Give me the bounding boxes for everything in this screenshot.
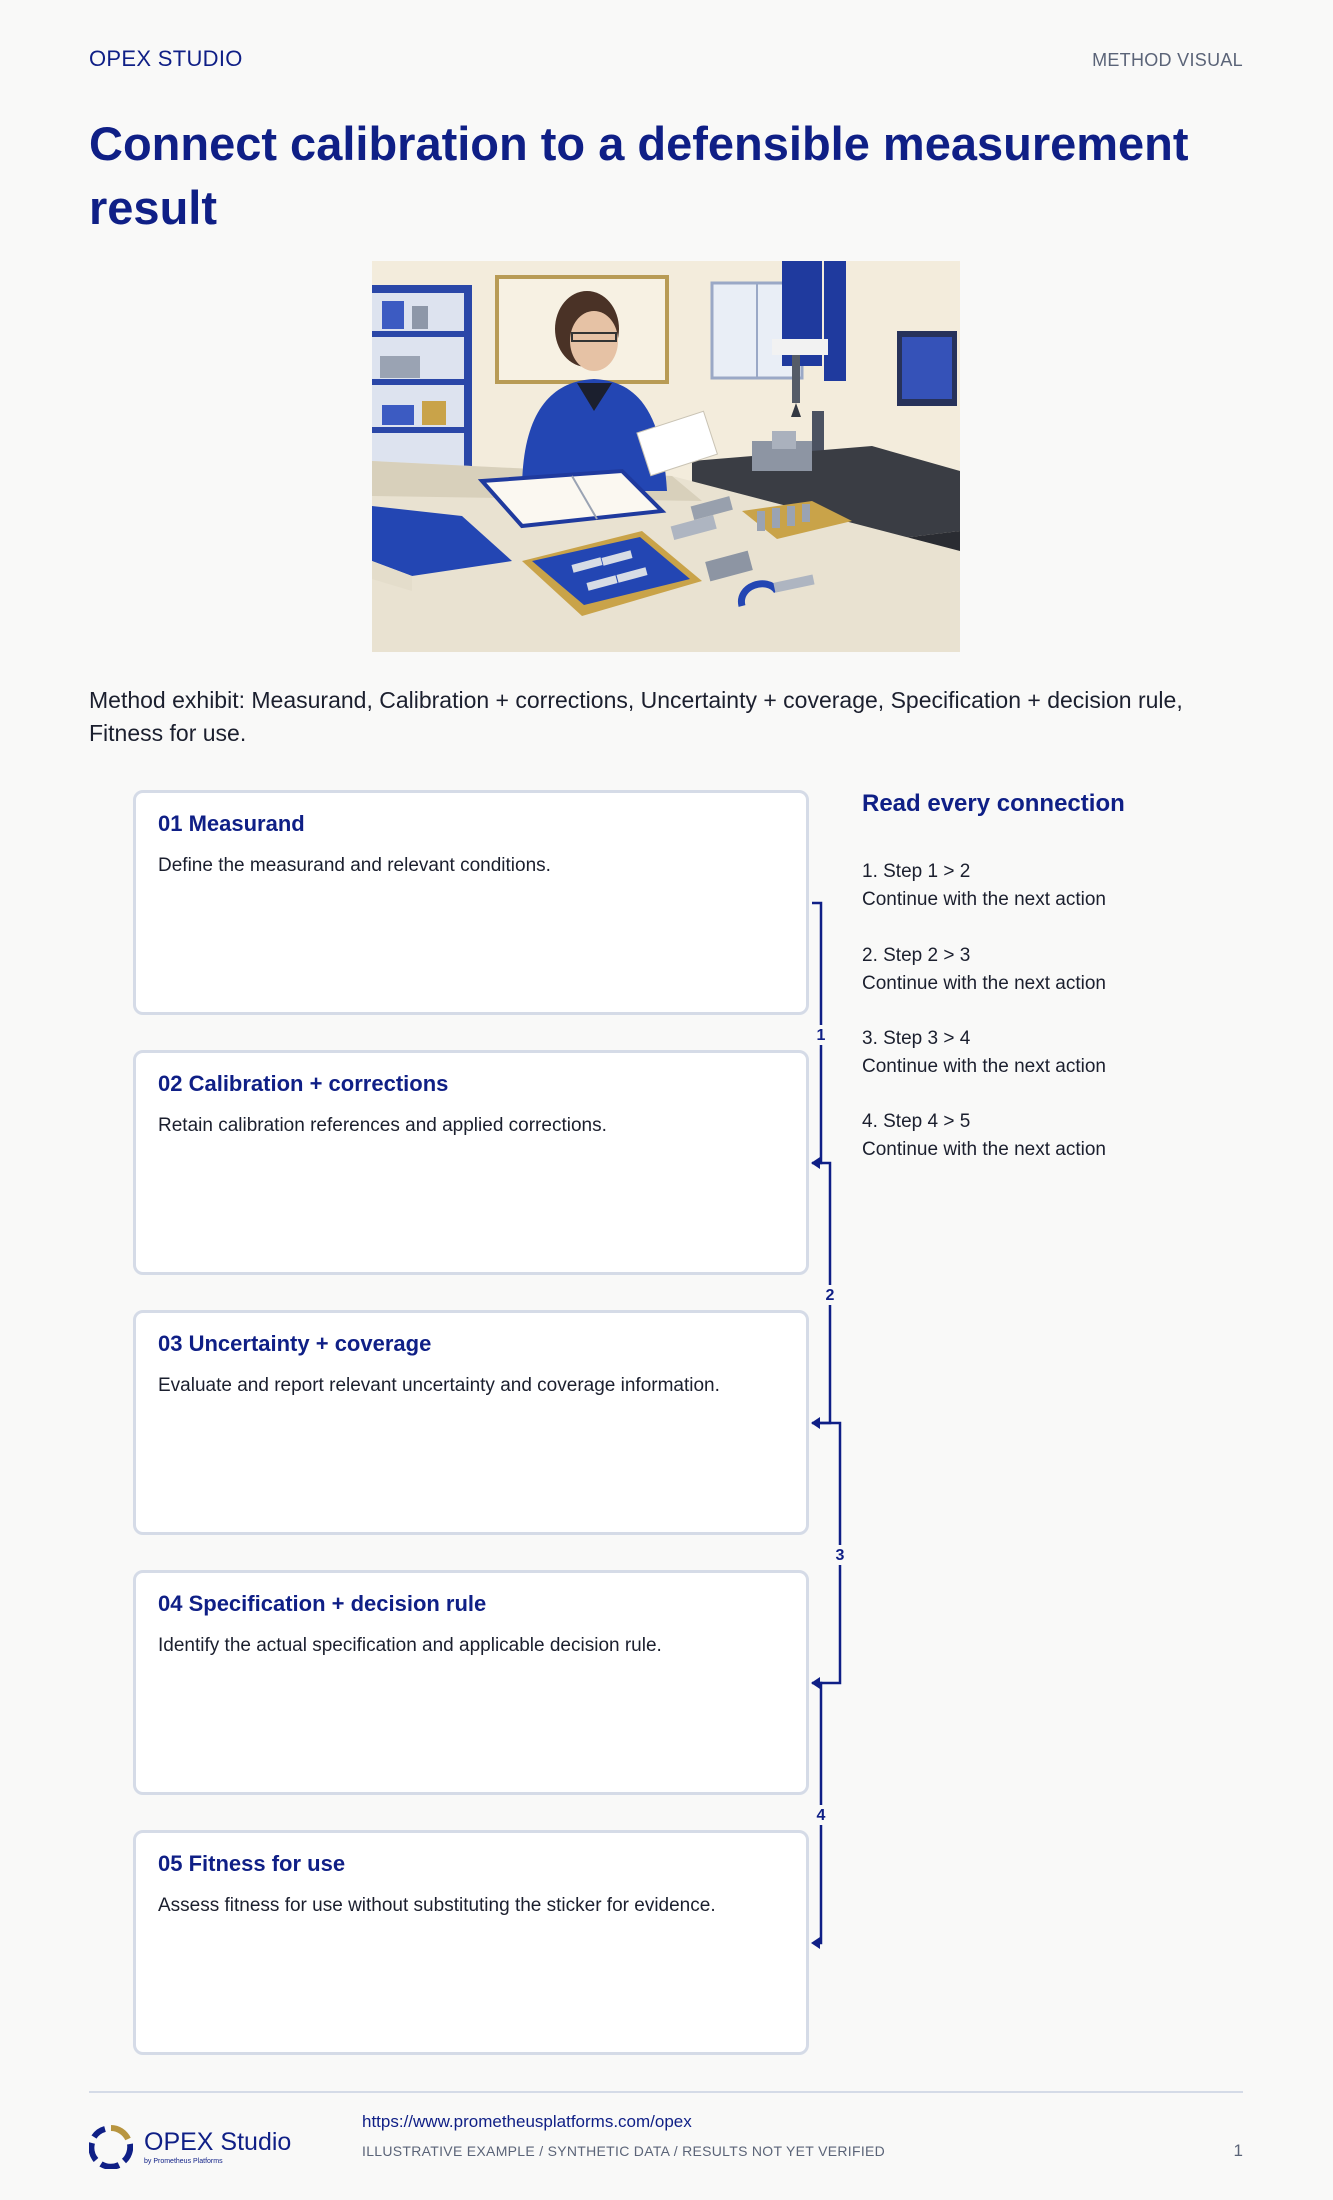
- step-title: 03 Uncertainty + coverage: [158, 1331, 432, 1356]
- connector-arrowhead-1: [811, 1157, 820, 1169]
- connection-heading: 3. Step 3 > 4: [862, 1028, 971, 1049]
- connector-number-3: 3: [835, 1547, 845, 1564]
- connection-item: [862, 942, 1106, 998]
- connector-number-1: 1: [816, 1027, 826, 1044]
- exhibit-caption: Method exhibit: Measurand, Calibration + corrections, Uncertainty + coverage, Specification + decision rule, Fitness for use.: [89, 687, 1183, 746]
- page-title: Connect calibration to a defensible measurement result: [89, 117, 1189, 234]
- step-title: 05 Fitness for use: [158, 1851, 346, 1876]
- connector-number-4: 4: [816, 1807, 826, 1824]
- step-title: 01 Measurand: [158, 811, 305, 836]
- step-description: Define the measurand and relevant conditions.: [158, 855, 551, 876]
- document-type-label: METHOD VISUAL: [1092, 50, 1243, 70]
- step-description: Retain calibration references and applied corrections.: [158, 1115, 607, 1136]
- connection-description: Continue with the next action: [862, 1139, 1106, 1160]
- brand-wordmark: OPEX STUDIO: [89, 46, 243, 71]
- step-description: Assess fitness for use without substituting the sticker for evidence.: [158, 1895, 716, 1916]
- connection-description: Continue with the next action: [862, 973, 1106, 994]
- connection-description: Continue with the next action: [862, 889, 1106, 910]
- logo-wordmark: OPEX Studio: [144, 2128, 292, 2156]
- footer-divider: [89, 2091, 1243, 2093]
- connection-item: [862, 1025, 1106, 1081]
- connector-arrowhead-2: [811, 1417, 820, 1429]
- footer-disclaimer: ILLUSTRATIVE EXAMPLE / SYNTHETIC DATA / RESULTS NOT YET VERIFIED: [362, 2143, 886, 2159]
- footer-url-link[interactable]: https://www.prometheusplatforms.com/opex: [362, 2112, 692, 2131]
- connection-heading: 1. Step 1 > 2: [862, 861, 971, 882]
- aside-title: Read every connection: [862, 790, 1125, 817]
- connection-heading: 2. Step 2 > 3: [862, 945, 971, 966]
- connection-description: Continue with the next action: [862, 1056, 1106, 1077]
- connector-arrowhead-3: [811, 1677, 820, 1689]
- connection-heading: 4. Step 4 > 5: [862, 1111, 971, 1132]
- step-description: Evaluate and report relevant uncertainty and coverage information.: [158, 1375, 720, 1396]
- connector-number-2: 2: [825, 1287, 835, 1304]
- step-description: Identify the actual specification and applicable decision rule.: [158, 1635, 662, 1656]
- logo-subtitle: by Prometheus Platforms: [144, 2158, 223, 2165]
- step-title: 02 Calibration + corrections: [158, 1071, 449, 1096]
- connection-item: [862, 1108, 1106, 1164]
- connection-item: [862, 858, 1106, 914]
- connector-arrowhead-4: [811, 1937, 820, 1949]
- page-number: 1: [1233, 2141, 1243, 2160]
- step-title: 04 Specification + decision rule: [158, 1591, 487, 1616]
- opex-logo-icon: [89, 2125, 133, 2174]
